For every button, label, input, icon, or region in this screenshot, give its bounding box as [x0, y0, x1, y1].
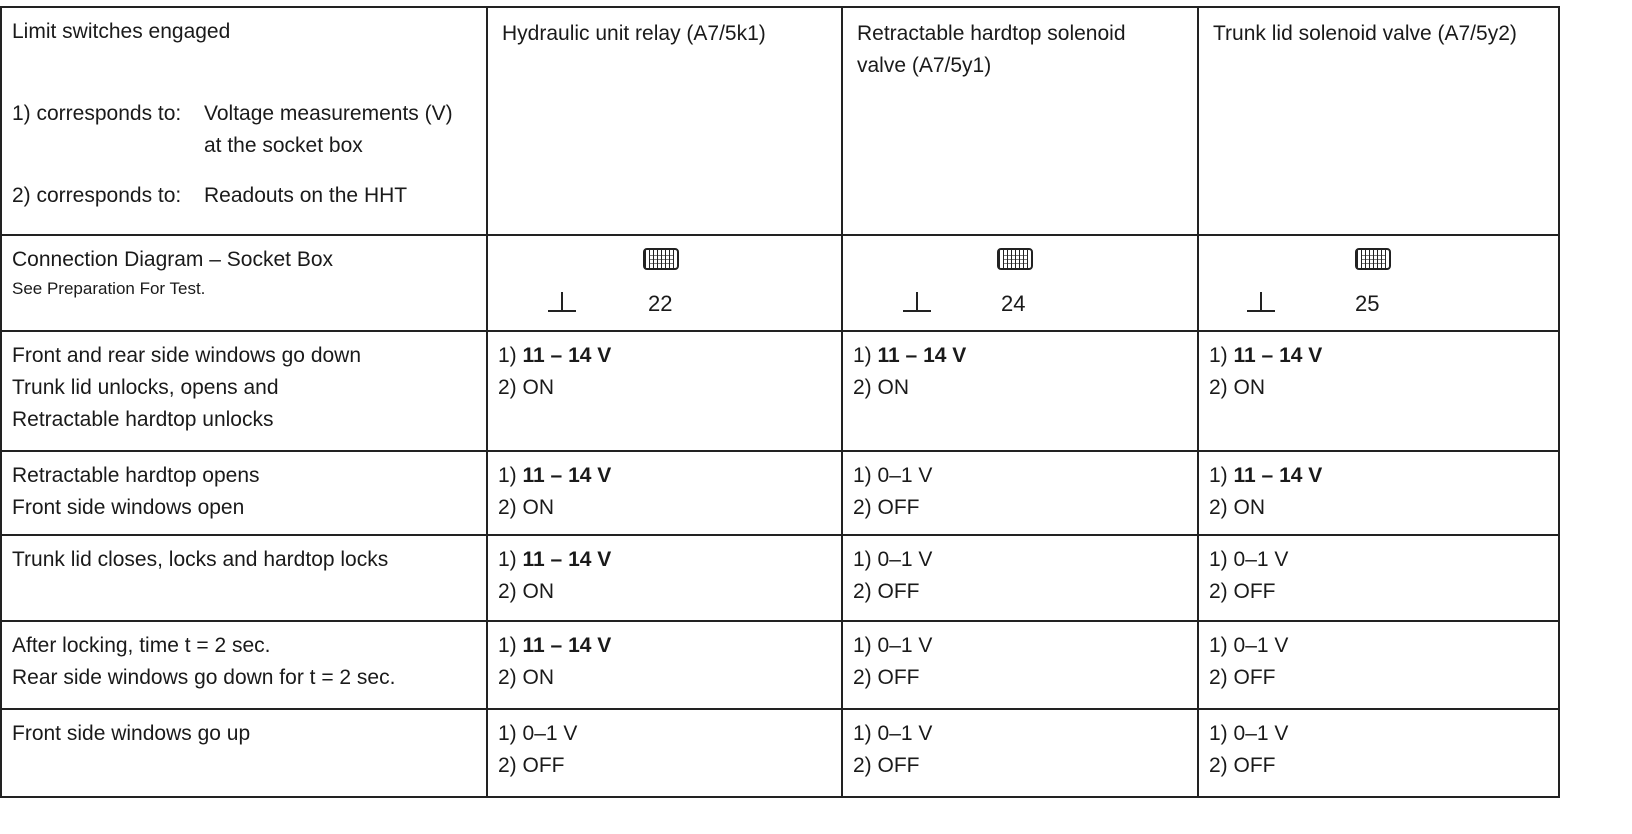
pin-number: 22	[648, 291, 673, 316]
hht-readout: 2) OFF	[853, 754, 920, 777]
reading-cell	[1198, 709, 1559, 797]
table-row	[1, 451, 1559, 535]
voltage-value: 11 – 14 V	[1233, 464, 1323, 487]
table-row	[1, 709, 1559, 797]
voltage-prefix: 1)	[853, 464, 878, 487]
header-col-conditions	[1, 7, 487, 235]
condition-cell	[1, 709, 487, 797]
note1-prefix: 1) corresponds to:	[12, 102, 182, 125]
condition-cell	[1, 451, 487, 535]
condition-line: Front side windows go up	[12, 722, 251, 745]
reading-cell	[487, 331, 842, 451]
voltage-prefix: 1)	[1209, 344, 1234, 367]
hydraulic-relay-header: Hydraulic unit relay (A7/5k1)	[502, 22, 766, 45]
trunk-valve-header: Trunk lid solenoid valve (A7/5y2)	[1213, 22, 1517, 45]
voltage-prefix: 1)	[498, 722, 523, 745]
reading-cell	[487, 709, 842, 797]
socket-box-icon	[1355, 248, 1391, 270]
voltage-value: 0–1 V	[877, 548, 933, 571]
hht-readout: 2) OFF	[1209, 754, 1276, 777]
socket-box-icon	[997, 248, 1033, 270]
condition-cell	[1, 621, 487, 709]
pin-number: 24	[1001, 291, 1026, 316]
condition-line: Trunk lid closes, locks and hardtop locks	[12, 548, 389, 571]
connection-cell-hardtop	[842, 235, 1198, 331]
condition-line: Front and rear side windows go down	[12, 344, 362, 367]
hht-readout: 2) ON	[498, 580, 555, 603]
voltage-prefix: 1)	[1209, 722, 1234, 745]
hht-readout: 2) ON	[498, 666, 555, 689]
voltage-prefix: 1)	[853, 722, 878, 745]
header-col-trunk	[1198, 7, 1559, 235]
condition-line: Retractable hardtop unlocks	[12, 408, 274, 431]
voltage-prefix: 1)	[1209, 548, 1234, 571]
reading-cell	[1198, 621, 1559, 709]
voltage-value: 11 – 14 V	[522, 548, 612, 571]
condition-cell	[1, 331, 487, 451]
voltage-value: 11 – 14 V	[877, 344, 967, 367]
connection-row	[1, 235, 1559, 331]
hht-readout: 2) ON	[498, 496, 555, 519]
condition-line: After locking, time t = 2 sec.	[12, 634, 271, 657]
voltage-prefix: 1)	[1209, 464, 1234, 487]
voltage-value: 11 – 14 V	[522, 344, 612, 367]
condition-line: Retractable hardtop opens	[12, 464, 260, 487]
reading-cell	[487, 621, 842, 709]
reading-cell	[487, 451, 842, 535]
voltage-prefix: 1)	[498, 464, 523, 487]
voltage-prefix: 1)	[498, 634, 523, 657]
voltage-value: 11 – 14 V	[522, 634, 612, 657]
header-col-hydraulic	[487, 7, 842, 235]
voltage-value: 0–1 V	[877, 634, 933, 657]
hht-readout: 2) OFF	[853, 580, 920, 603]
connection-diagram-subtitle: See Preparation For Test.	[12, 279, 206, 298]
limit-switches-title: Limit switches engaged	[12, 20, 231, 43]
voltage-value: 0–1 V	[522, 722, 578, 745]
reading-cell	[842, 709, 1198, 797]
hht-readout: 2) OFF	[1209, 666, 1276, 689]
voltage-prefix: 1)	[853, 548, 878, 571]
reading-cell	[842, 331, 1198, 451]
voltage-value: 11 – 14 V	[1233, 344, 1323, 367]
connection-label-cell	[1, 235, 487, 331]
condition-line: Front side windows open	[12, 496, 245, 519]
note2-text: Readouts on the HHT	[204, 184, 408, 207]
hht-readout: 2) ON	[1209, 376, 1266, 399]
condition-line: Trunk lid unlocks, opens and	[12, 376, 279, 399]
reading-cell	[842, 451, 1198, 535]
header-row	[1, 7, 1559, 235]
voltage-value: 11 – 14 V	[522, 464, 612, 487]
voltage-prefix: 1)	[498, 548, 523, 571]
voltage-value: 0–1 V	[877, 464, 933, 487]
reading-cell	[1198, 451, 1559, 535]
voltage-prefix: 1)	[853, 634, 878, 657]
voltage-prefix: 1)	[1209, 634, 1234, 657]
voltage-value: 0–1 V	[1233, 634, 1289, 657]
header-col-hardtop	[842, 7, 1198, 235]
test-table	[0, 6, 1560, 798]
hardtop-valve-header-line2: valve (A7/5y1)	[857, 54, 992, 77]
voltage-value: 0–1 V	[1233, 722, 1289, 745]
hht-readout: 2) ON	[1209, 496, 1266, 519]
condition-line: Rear side windows go down for t = 2 sec.	[12, 666, 396, 689]
reading-cell	[1198, 535, 1559, 621]
ground-symbol-icon	[548, 290, 576, 314]
table-row	[1, 535, 1559, 621]
reading-cell	[842, 535, 1198, 621]
voltage-prefix: 1)	[498, 344, 523, 367]
connection-diagram-title: Connection Diagram – Socket Box	[12, 248, 333, 271]
voltage-value: 0–1 V	[877, 722, 933, 745]
connection-cell-trunk	[1198, 235, 1559, 331]
hht-readout: 2) ON	[853, 376, 910, 399]
reading-cell	[1198, 331, 1559, 451]
hardtop-valve-header-line1: Retractable hardtop solenoid	[857, 22, 1126, 45]
connection-cell-hydraulic	[487, 235, 842, 331]
ground-symbol-icon	[903, 290, 931, 314]
ground-symbol-icon	[1247, 290, 1275, 314]
reading-cell	[487, 535, 842, 621]
hht-readout: 2) OFF	[853, 496, 920, 519]
reading-cell	[842, 621, 1198, 709]
pin-number: 25	[1355, 291, 1380, 316]
table-row	[1, 331, 1559, 451]
hht-readout: 2) OFF	[498, 754, 565, 777]
note1-line2: at the socket box	[204, 134, 363, 157]
table-row	[1, 621, 1559, 709]
socket-box-icon	[643, 248, 679, 270]
voltage-prefix: 1)	[853, 344, 878, 367]
voltage-value: 0–1 V	[1233, 548, 1289, 571]
condition-cell	[1, 535, 487, 621]
hht-readout: 2) ON	[498, 376, 555, 399]
hht-readout: 2) OFF	[1209, 580, 1276, 603]
note1-line1: Voltage measurements (V)	[204, 102, 453, 125]
note2-prefix: 2) corresponds to:	[12, 184, 182, 207]
hht-readout: 2) OFF	[853, 666, 920, 689]
